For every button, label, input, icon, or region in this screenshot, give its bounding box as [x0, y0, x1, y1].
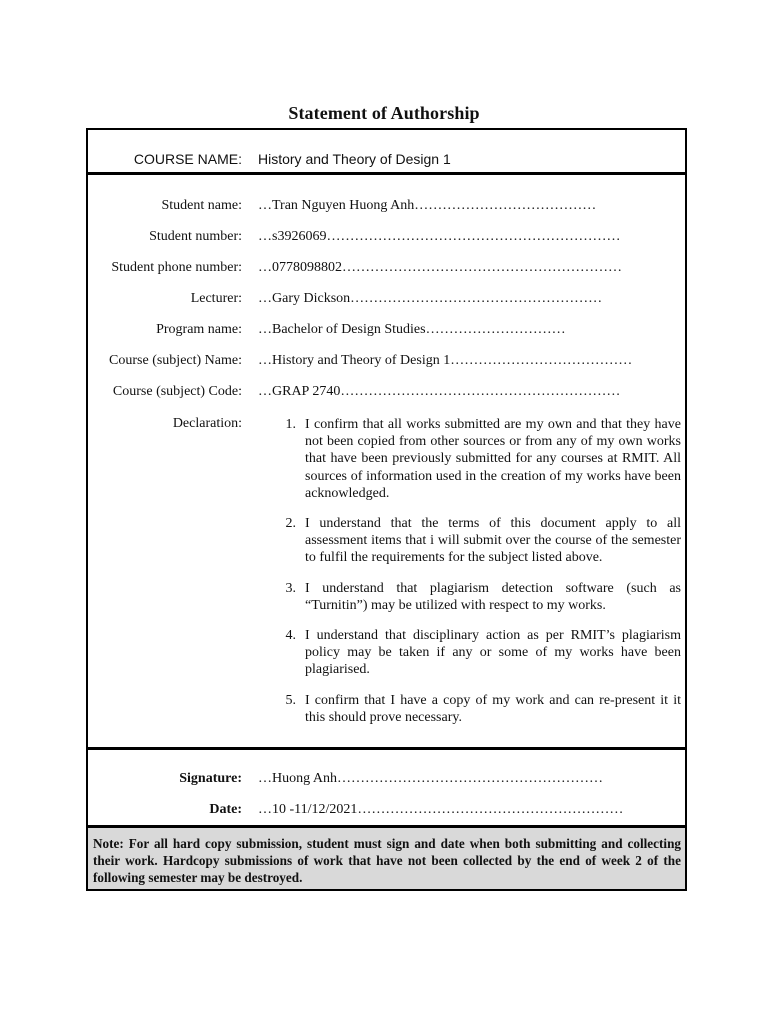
- student-name-row: [88, 198, 685, 218]
- declaration-item-number: 2.: [285, 516, 296, 532]
- declaration-list: [282, 416, 681, 726]
- declaration-item: [282, 627, 681, 679]
- course-subject-name-row: [88, 353, 685, 373]
- date-row: [88, 802, 685, 822]
- declaration-item-text: I confirm that all works submitted are my own and that they have not been copied from other sources or from any of my own works that have been previously submitted for any courses at RMIT. All sources of information used in the creation of my works have been acknowledged.: [305, 417, 681, 501]
- student-number-label: Student number:: [149, 229, 242, 244]
- lecturer-value: …Gary Dickson………………………………………………: [258, 291, 603, 306]
- page-title: Statement of Authorship: [288, 103, 480, 123]
- course-name-box: [86, 128, 687, 174]
- program-name-value: …Bachelor of Design Studies…………………………: [258, 322, 566, 337]
- declaration-item-text: I understand that plagiarism detection software (such as “Turnitin”) may be utilized with respect to my works.: [305, 580, 681, 613]
- course-name-label: COURSE NAME:: [133, 151, 242, 167]
- student-details-box: [86, 173, 687, 749]
- note-box: [86, 826, 687, 891]
- declaration-item-number: 5.: [285, 692, 296, 708]
- declaration-item-number: 4.: [285, 628, 296, 644]
- student-phone-value: …0778098802……………………………………………………: [258, 260, 622, 275]
- signature-label: Signature:: [179, 771, 242, 786]
- course-subject-name-label: Course (subject) Name:: [109, 353, 242, 368]
- declaration-item-number: 3.: [285, 580, 296, 596]
- submission-note: Note: For all hard copy submission, student must sign and date when both submitting and collecting their work. Hardcopy submissions of work that have not been collected by the end of week 2 of the following semester may be destroyed.: [93, 836, 681, 885]
- declaration-item-number: 1.: [285, 417, 296, 432]
- date-value: …10 -11/12/2021…………………………………………………: [258, 802, 624, 817]
- declaration-item: [282, 416, 681, 502]
- lecturer-label: Lecturer:: [190, 291, 242, 306]
- program-name-row: [88, 322, 685, 342]
- date-label: Date:: [209, 802, 242, 817]
- declaration-item: [282, 580, 681, 614]
- declaration-item-text: I understand that disciplinary action as per RMIT’s plagiarism policy may be taken if any or some of my works have been plagiarised.: [305, 628, 681, 678]
- course-subject-name-value: …History and Theory of Design 1…………………………………: [258, 353, 633, 368]
- program-name-label: Program name:: [156, 322, 242, 337]
- signature-row: [88, 771, 685, 791]
- declaration-item-text: I confirm that I have a copy of my work and can re-present it it this should prove necessary.: [305, 692, 681, 725]
- declaration-item: [282, 692, 681, 726]
- course-subject-code-row: [88, 384, 685, 404]
- declaration-label: Declaration:: [172, 416, 242, 431]
- course-subject-code-label: Course (subject) Code:: [112, 384, 242, 399]
- signature-value: …Huong Anh…………………………………………………: [258, 771, 603, 786]
- student-number-value: …s3926069………………………………………………………: [258, 229, 621, 244]
- course-name-value: History and Theory of Design 1: [258, 151, 451, 167]
- student-phone-row: [88, 260, 685, 280]
- student-name-value: …Tran Nguyen Huong Anh…………………………………: [258, 198, 597, 213]
- student-phone-label: Student phone number:: [111, 260, 242, 275]
- declaration-item: [282, 515, 681, 567]
- signature-box: [86, 748, 687, 827]
- course-subject-code-value: …GRAP 2740……………………………………………………: [258, 384, 621, 399]
- lecturer-row: [88, 291, 685, 311]
- declaration-item-text: I understand that the terms of this document apply to all assessment items that i will submit over the course of the semester to fulfil the requirements for the subject listed above.: [305, 516, 681, 566]
- student-number-row: [88, 229, 685, 249]
- student-name-label: Student name:: [161, 198, 242, 213]
